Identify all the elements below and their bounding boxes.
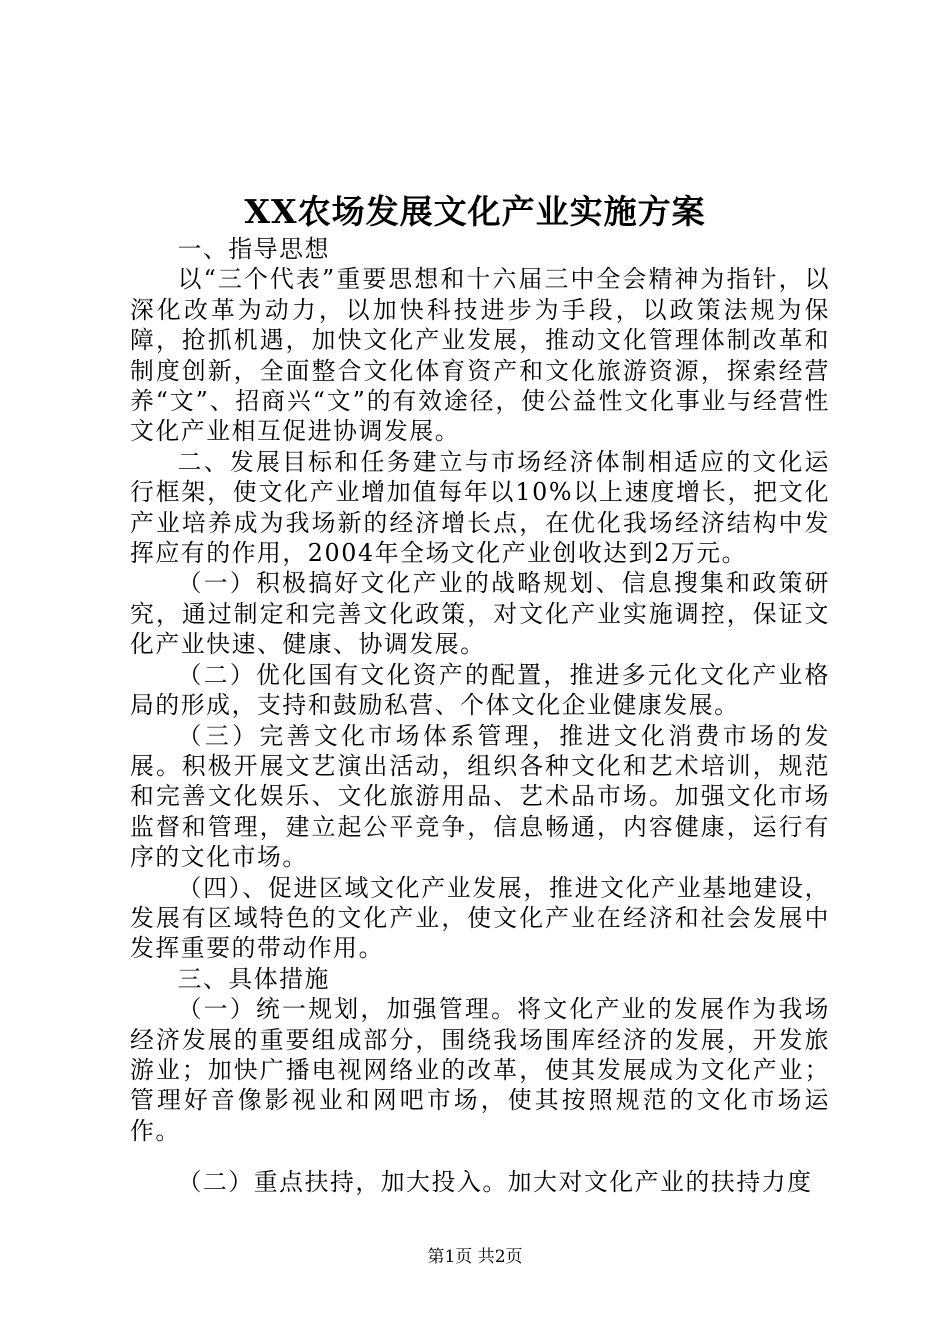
page-footer: 第1页 共2页 <box>427 1247 523 1267</box>
paragraph-task-3: （三）完善文化市场体系管理，推进文化消费市场的发展。积极开展文艺演出活动，组织各种文化和艺术培训，规范和完善文化娱乐、文化旅游用品、艺术品市场。加强文化市场监督和管理，建立起公平竞争，信息畅通，内容健康，运行有序的文化市场。 <box>130 721 830 872</box>
section-heading-guiding-ideology: 一、指导思想 <box>177 235 330 263</box>
paragraph-task-2: （二）优化国有文化资产的配置，推进多元化文化产业格局的形成，支持和鼓励私营、个体文化企业健康发展。 <box>130 660 830 720</box>
paragraph-task-1: （一）积极搞好文化产业的战略规划、信息搜集和政策研究，通过制定和完善文化政策，对文化产业实施调控，保证文化产业快速、健康、协调发展。 <box>130 569 830 659</box>
paragraph-goals-and-tasks: 二、发展目标和任务建立与市场经济体制相适应的文化运行框架，使文化产业增加值每年以10%以上速度增长，把文化产业培养成为我场新的经济增长点，在优化我场经济结构中发挥应有的作用，2004年全场文化产业创收达到2万元。 <box>130 447 830 568</box>
paragraph-measure-1: （一）统一规划，加强管理。将文化产业的发展作为我场经济发展的重要组成部分，围绕我场围库经济的发展，开发旅游业；加快广播电视网络业的改革，使其发展成为文化产业；管理好音像影视业和网吧市场，使其按照规范的文化市场运作。 <box>130 995 830 1145</box>
document-title: XX农场发展文化产业实施方案 <box>244 192 706 231</box>
paragraph-guiding-ideology: 以“三个代表”重要思想和十六届三中全会精神为指针，以深化改革为动力，以加快科技进步为手段，以政策法规为保障，抢抓机遇，加快文化产业发展，推动文化管理体制改革和制度创新，全面整合文化体育资产和文化旅游资源，探索经营养“文”、招商兴“文”的有效途径，使公益性文化事业与经营性文化产业相互促进协调发展。 <box>130 265 830 446</box>
paragraph-measure-2: （二）重点扶持，加大投入。加大对文化产业的扶持力度 <box>177 1168 813 1197</box>
section-heading-measures: 三、具体措施 <box>177 964 330 993</box>
paragraph-task-4: （四）、促进区域文化产业发展，推进文化产业基地建设，发展有区域特色的文化产业，使文化产业在经济和社会发展中发挥重要的带动作用。 <box>130 873 830 963</box>
document-body <box>130 234 830 1198</box>
